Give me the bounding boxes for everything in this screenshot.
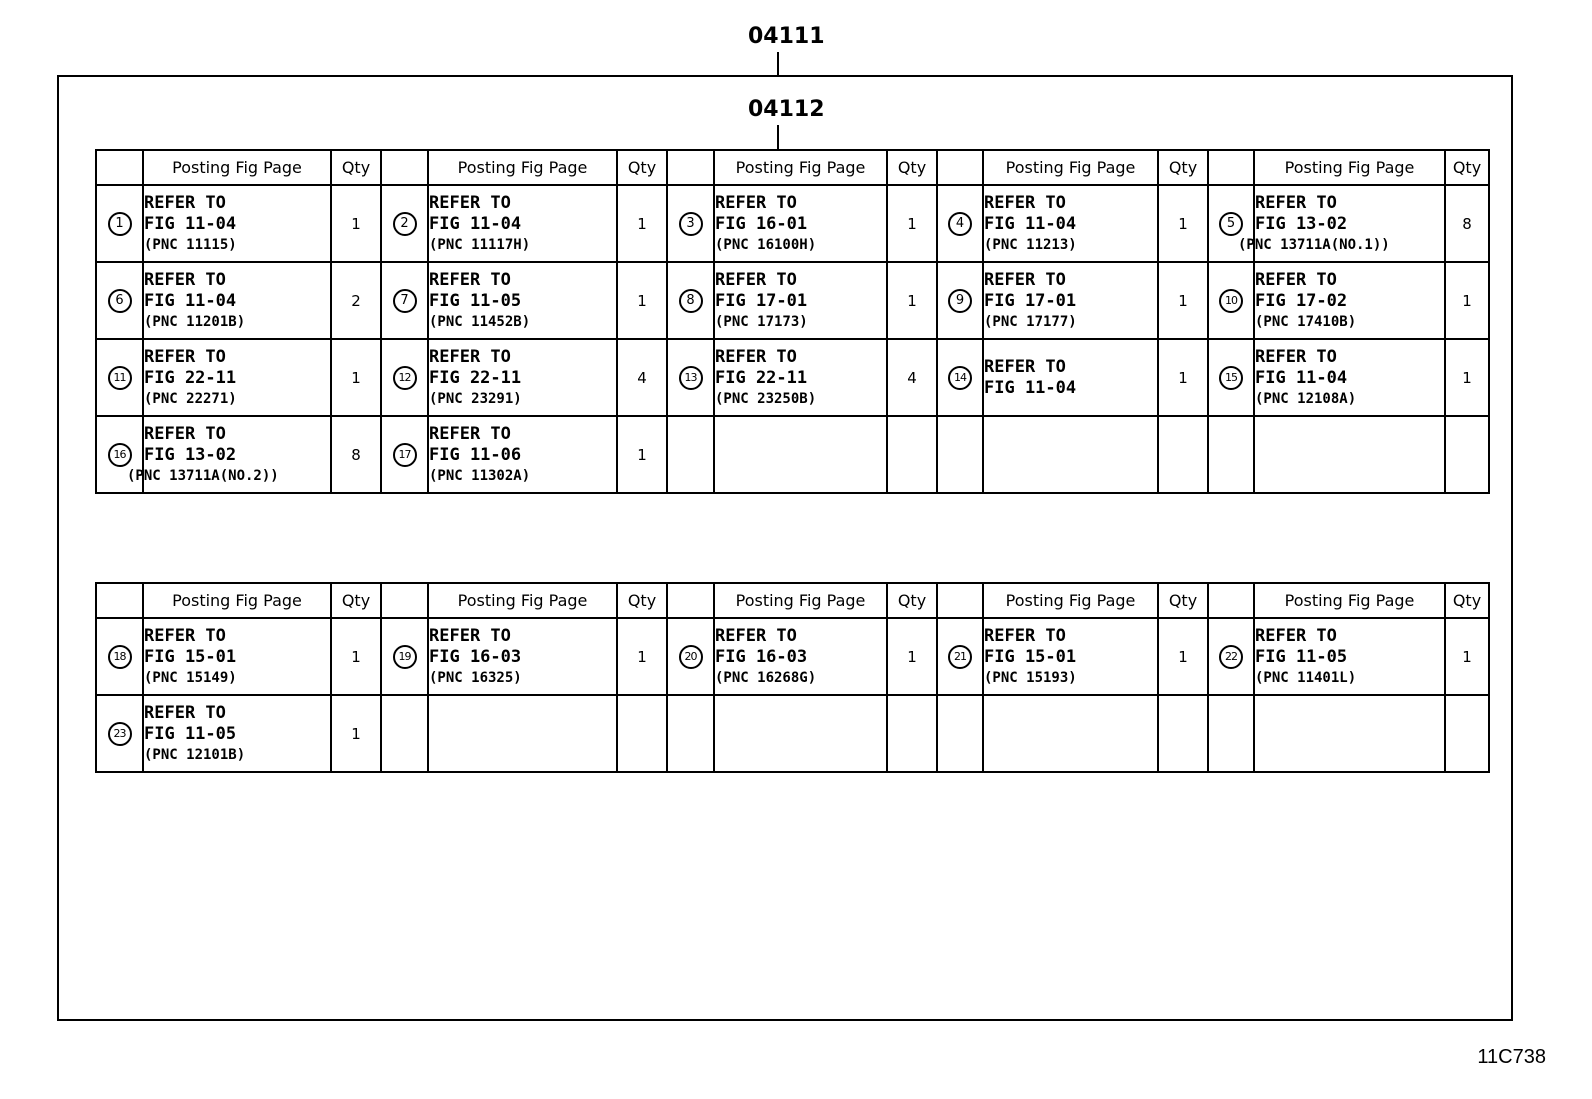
posting-fig-page-cell: [143, 339, 331, 416]
item-number-cell: [667, 618, 714, 695]
qty-cell: 2: [331, 262, 381, 339]
item-number-cell: [96, 262, 143, 339]
item-number-cell: [667, 416, 714, 493]
header-row: [96, 583, 1489, 618]
leader-line-04111: [777, 52, 779, 75]
header-blank-cell: [1208, 150, 1254, 185]
item-callout-number: 22: [1219, 645, 1243, 669]
header-blank-cell: [937, 150, 983, 185]
item-number-cell: [381, 262, 428, 339]
qty-cell: [1158, 695, 1208, 772]
qty-cell: 1: [617, 416, 667, 493]
posting-fig-page-cell: [1254, 262, 1445, 339]
assembly-label-04112: 04112: [748, 97, 825, 122]
item-number-cell: [937, 339, 983, 416]
refer-to-text: REFER TO: [429, 192, 511, 213]
qty-cell: [1445, 416, 1489, 493]
qty-cell: [1445, 695, 1489, 772]
header-qty: Qty: [617, 583, 667, 618]
fig-reference: FIG 11-06: [429, 444, 522, 465]
qty-cell: [1158, 416, 1208, 493]
refer-to-text: REFER TO: [144, 423, 226, 444]
item-number-cell: [96, 185, 143, 262]
fig-reference: FIG 17-01: [984, 290, 1077, 311]
header-blank-cell: [381, 150, 428, 185]
item-number-cell: [1208, 262, 1254, 339]
item-callout-number: 4: [948, 212, 972, 236]
pnc-reference: (PNC 16100H): [715, 236, 817, 253]
fig-reference: FIG 11-04: [984, 377, 1077, 398]
refer-to-text: REFER TO: [715, 269, 797, 290]
fig-reference: FIG 11-04: [1255, 367, 1348, 388]
refer-to-text: REFER TO: [429, 346, 511, 367]
header-qty: Qty: [1158, 583, 1208, 618]
refer-to-text: REFER TO: [984, 356, 1066, 377]
refer-to-text: REFER TO: [144, 192, 226, 213]
posting-fig-page-cell: [983, 339, 1158, 416]
assembly-label-04111: 04111: [748, 24, 825, 49]
posting-fig-page-cell: [1254, 339, 1445, 416]
posting-fig-page-cell: [143, 185, 331, 262]
refer-to-text: REFER TO: [715, 192, 797, 213]
pnc-reference: (PNC 16268G): [715, 669, 817, 686]
posting-fig-page-cell: [983, 185, 1158, 262]
fig-reference: FIG 17-02: [1255, 290, 1348, 311]
pnc-reference: (PNC 11213): [984, 236, 1077, 253]
posting-fig-page-cell: [714, 339, 887, 416]
qty-cell: 1: [1158, 185, 1208, 262]
item-callout-number: 11: [108, 366, 132, 390]
posting-fig-page-cell: [143, 618, 331, 695]
item-number-cell: [937, 695, 983, 772]
header-blank-cell: [96, 150, 143, 185]
fig-reference: FIG 16-03: [429, 646, 522, 667]
item-callout-number: 15: [1219, 366, 1243, 390]
pnc-reference: (PNC 23250B): [715, 390, 817, 407]
qty-cell: 1: [1158, 339, 1208, 416]
qty-cell: 1: [331, 339, 381, 416]
refer-to-text: REFER TO: [1255, 192, 1337, 213]
header-qty: Qty: [887, 150, 937, 185]
posting-fig-page-cell: [428, 339, 617, 416]
posting-fig-page-cell: [127, 416, 331, 493]
item-callout-number: 20: [679, 645, 703, 669]
header-posting-fig-page: Posting Fig Page: [143, 583, 331, 618]
fig-reference: FIG 22-11: [429, 367, 522, 388]
posting-fig-page-cell: [1238, 185, 1445, 262]
table-row: [96, 185, 1489, 262]
qty-cell: [887, 416, 937, 493]
header-row: [96, 150, 1489, 185]
pnc-reference: (PNC 11452B): [429, 313, 531, 330]
header-blank-cell: [667, 150, 714, 185]
item-number-cell: [1208, 695, 1254, 772]
header-posting-fig-page: Posting Fig Page: [143, 150, 331, 185]
pnc-reference: (PNC 13711A(NO.2)): [127, 467, 279, 484]
refer-to-text: REFER TO: [984, 625, 1066, 646]
posting-fig-page-cell: [983, 262, 1158, 339]
refer-to-text: REFER TO: [715, 625, 797, 646]
qty-cell: 1: [617, 262, 667, 339]
pnc-reference: (PNC 13711A(NO.1)): [1238, 236, 1390, 253]
posting-fig-page-cell: [428, 262, 617, 339]
item-callout-number: 8: [679, 289, 703, 313]
item-number-cell: [937, 618, 983, 695]
qty-cell: 1: [887, 618, 937, 695]
parts-table-body: [96, 618, 1489, 772]
fig-reference: FIG 11-04: [144, 213, 237, 234]
qty-cell: 1: [617, 618, 667, 695]
pnc-reference: (PNC 17410B): [1255, 313, 1357, 330]
item-number-cell: [1208, 339, 1254, 416]
item-number-cell: [381, 185, 428, 262]
posting-fig-page-cell: [143, 695, 331, 772]
leader-line-04112: [777, 125, 779, 149]
refer-to-text: REFER TO: [429, 269, 511, 290]
refer-to-text: REFER TO: [1255, 346, 1337, 367]
fig-reference: FIG 11-05: [1255, 646, 1348, 667]
fig-reference: FIG 11-05: [144, 723, 237, 744]
fig-reference: FIG 22-11: [715, 367, 808, 388]
pnc-reference: (PNC 11115): [144, 236, 237, 253]
item-callout-number: 17: [393, 443, 417, 467]
header-qty: Qty: [331, 150, 381, 185]
fig-reference: FIG 13-02: [144, 444, 237, 465]
table-row: [96, 695, 1489, 772]
drawing-code: 11C738: [1477, 1046, 1546, 1068]
header-posting-fig-page: Posting Fig Page: [428, 583, 617, 618]
pnc-reference: (PNC 11302A): [429, 467, 531, 484]
header-posting-fig-page: Posting Fig Page: [1254, 583, 1445, 618]
pnc-reference: (PNC 11117H): [429, 236, 531, 253]
pnc-reference: (PNC 23291): [429, 390, 522, 407]
item-callout-number: 12: [393, 366, 417, 390]
parts-table-header: [96, 150, 1489, 185]
item-callout-number: 9: [948, 289, 972, 313]
qty-cell: [887, 695, 937, 772]
pnc-reference: (PNC 17177): [984, 313, 1077, 330]
table-row: [96, 339, 1489, 416]
header-posting-fig-page: Posting Fig Page: [983, 150, 1158, 185]
qty-cell: 1: [887, 262, 937, 339]
posting-fig-page-cell: [714, 618, 887, 695]
fig-reference: FIG 22-11: [144, 367, 237, 388]
fig-reference: FIG 11-04: [144, 290, 237, 311]
posting-fig-page-cell: [714, 416, 887, 493]
qty-cell: 1: [331, 695, 381, 772]
refer-to-text: REFER TO: [144, 625, 226, 646]
qty-cell: 1: [331, 618, 381, 695]
posting-fig-page-cell: [714, 185, 887, 262]
pnc-reference: (PNC 12108A): [1255, 390, 1357, 407]
header-qty: Qty: [617, 150, 667, 185]
item-number-cell: [937, 185, 983, 262]
item-number-cell: [381, 416, 428, 493]
refer-to-text: REFER TO: [429, 423, 511, 444]
refer-to-text: REFER TO: [144, 269, 226, 290]
posting-fig-page-cell: [1254, 695, 1445, 772]
header-blank-cell: [937, 583, 983, 618]
fig-reference: FIG 15-01: [984, 646, 1077, 667]
header-blank-cell: [1208, 583, 1254, 618]
refer-to-text: REFER TO: [1255, 625, 1337, 646]
posting-fig-page-cell: [428, 695, 617, 772]
refer-to-text: REFER TO: [144, 346, 226, 367]
item-number-cell: [381, 339, 428, 416]
parts-table-lower: [95, 582, 1490, 773]
table-row: [96, 618, 1489, 695]
item-number-cell: [937, 262, 983, 339]
item-callout-number: 18: [108, 645, 132, 669]
refer-to-text: REFER TO: [715, 346, 797, 367]
item-callout-number: 23: [108, 722, 132, 746]
item-callout-number: 16: [108, 443, 132, 467]
header-posting-fig-page: Posting Fig Page: [1254, 150, 1445, 185]
fig-reference: FIG 17-01: [715, 290, 808, 311]
item-callout-number: 2: [393, 212, 417, 236]
item-number-cell: [667, 339, 714, 416]
item-number-cell: [667, 695, 714, 772]
posting-fig-page-cell: [428, 618, 617, 695]
fig-reference: FIG 15-01: [144, 646, 237, 667]
qty-cell: 1: [1445, 339, 1489, 416]
posting-fig-page-cell: [714, 262, 887, 339]
header-qty: Qty: [1158, 150, 1208, 185]
posting-fig-page-cell: [983, 618, 1158, 695]
qty-cell: 4: [617, 339, 667, 416]
item-callout-number: 1: [108, 212, 132, 236]
item-number-cell: [937, 416, 983, 493]
pnc-reference: (PNC 15193): [984, 669, 1077, 686]
item-callout-number: 13: [679, 366, 703, 390]
item-number-cell: [96, 339, 143, 416]
posting-fig-page-cell: [983, 695, 1158, 772]
parts-table-body: [96, 185, 1489, 493]
header-qty: Qty: [331, 583, 381, 618]
item-number-cell: [1208, 416, 1254, 493]
header-posting-fig-page: Posting Fig Page: [983, 583, 1158, 618]
fig-reference: FIG 11-05: [429, 290, 522, 311]
qty-cell: 1: [887, 185, 937, 262]
pnc-reference: (PNC 15149): [144, 669, 237, 686]
item-callout-number: 5: [1219, 212, 1243, 236]
parts-table-header: [96, 583, 1489, 618]
item-number-cell: [96, 618, 143, 695]
item-callout-number: 19: [393, 645, 417, 669]
qty-cell: 1: [1158, 262, 1208, 339]
fig-reference: FIG 11-04: [429, 213, 522, 234]
qty-cell: 1: [331, 185, 381, 262]
refer-to-text: REFER TO: [144, 702, 226, 723]
header-posting-fig-page: Posting Fig Page: [428, 150, 617, 185]
header-qty: Qty: [887, 583, 937, 618]
item-number-cell: [1208, 618, 1254, 695]
header-blank-cell: [96, 583, 143, 618]
qty-cell: 8: [1445, 185, 1489, 262]
refer-to-text: REFER TO: [1255, 269, 1337, 290]
qty-cell: [617, 695, 667, 772]
item-callout-number: 3: [679, 212, 703, 236]
qty-cell: 1: [617, 185, 667, 262]
pnc-reference: (PNC 11201B): [144, 313, 246, 330]
qty-cell: 1: [1445, 262, 1489, 339]
item-callout-number: 7: [393, 289, 417, 313]
item-number-cell: [381, 618, 428, 695]
header-posting-fig-page: Posting Fig Page: [714, 150, 887, 185]
qty-cell: 1: [1158, 618, 1208, 695]
item-callout-number: 14: [948, 366, 972, 390]
fig-reference: FIG 16-03: [715, 646, 808, 667]
qty-cell: 8: [331, 416, 381, 493]
item-callout-number: 10: [1219, 289, 1243, 313]
posting-fig-page-cell: [143, 262, 331, 339]
refer-to-text: REFER TO: [429, 625, 511, 646]
header-blank-cell: [381, 583, 428, 618]
fig-reference: FIG 16-01: [715, 213, 808, 234]
item-callout-number: 6: [108, 289, 132, 313]
header-posting-fig-page: Posting Fig Page: [714, 583, 887, 618]
qty-cell: 4: [887, 339, 937, 416]
refer-to-text: REFER TO: [984, 192, 1066, 213]
pnc-reference: (PNC 11401L): [1255, 669, 1357, 686]
posting-fig-page-cell: [714, 695, 887, 772]
header-qty: Qty: [1445, 150, 1489, 185]
posting-fig-page-cell: [428, 416, 617, 493]
header-blank-cell: [667, 583, 714, 618]
item-number-cell: [667, 185, 714, 262]
fig-reference: FIG 11-04: [984, 213, 1077, 234]
pnc-reference: (PNC 22271): [144, 390, 237, 407]
posting-fig-page-cell: [1254, 416, 1445, 493]
table-row: [96, 416, 1489, 493]
pnc-reference: (PNC 16325): [429, 669, 522, 686]
item-number-cell: [381, 695, 428, 772]
pnc-reference: (PNC 17173): [715, 313, 808, 330]
pnc-reference: (PNC 12101B): [144, 746, 246, 763]
refer-to-text: REFER TO: [984, 269, 1066, 290]
posting-fig-page-cell: [428, 185, 617, 262]
fig-reference: FIG 13-02: [1255, 213, 1348, 234]
posting-fig-page-cell: [983, 416, 1158, 493]
item-callout-number: 21: [948, 645, 972, 669]
posting-fig-page-cell: [1254, 618, 1445, 695]
table-row: [96, 262, 1489, 339]
header-qty: Qty: [1445, 583, 1489, 618]
qty-cell: 1: [1445, 618, 1489, 695]
parts-table-upper: [95, 149, 1490, 494]
item-number-cell: [96, 695, 143, 772]
item-number-cell: [667, 262, 714, 339]
